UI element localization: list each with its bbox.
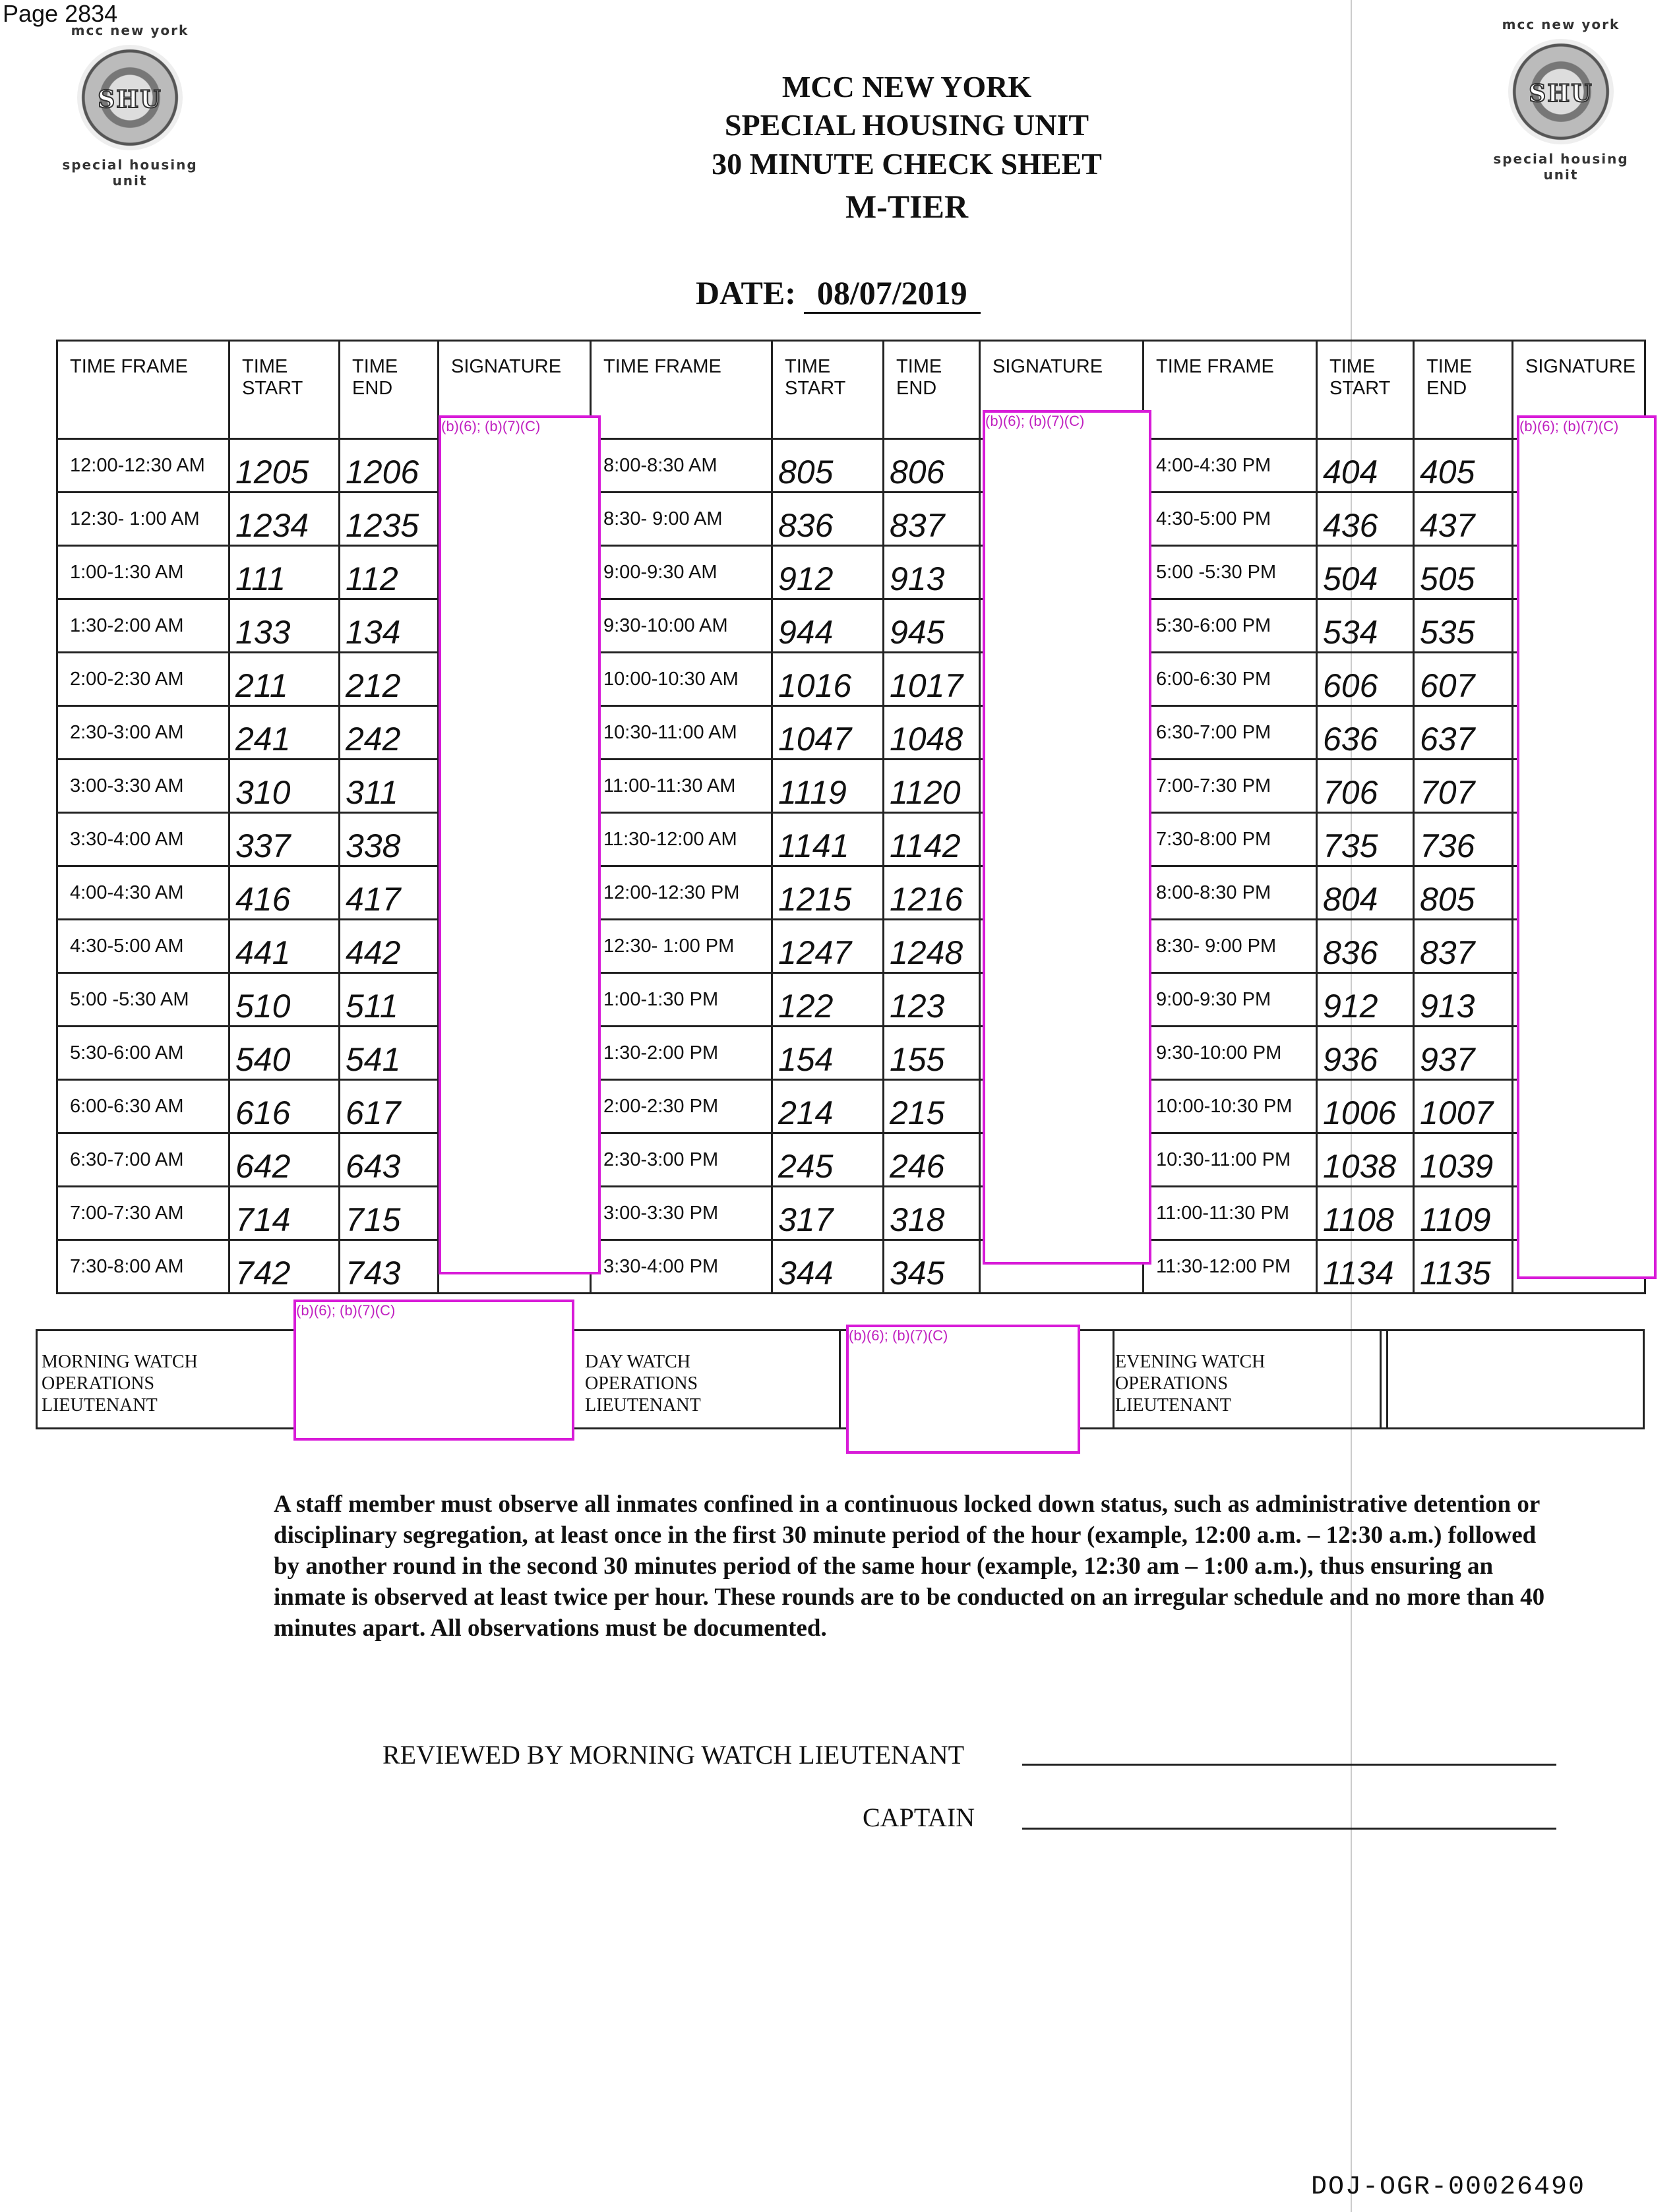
redaction-box: (b)(6); (b)(7)(C) [293, 1300, 574, 1441]
time-end-cell: 945 [884, 599, 980, 653]
evening-watch-label: EVENING WATCH OPERATIONS LIEUTENANT [1115, 1352, 1266, 1416]
time-start-cell: 742 [229, 1240, 340, 1294]
time-start-cell: 735 [1317, 813, 1414, 866]
time-start-cell: 111 [229, 546, 340, 599]
time-frame-cell: 9:30-10:00 AM [591, 599, 772, 653]
time-frame-cell: 7:30-8:00 PM [1144, 813, 1317, 866]
time-start-cell: 317 [772, 1187, 884, 1240]
time-start-cell: 1006 [1317, 1080, 1414, 1133]
time-start-cell: 310 [229, 760, 340, 813]
time-end-cell: 505 [1414, 546, 1513, 599]
col-signature: SIGNATURE [1513, 341, 1645, 439]
time-start-cell: 436 [1317, 493, 1414, 546]
time-frame-cell: 12:00-12:30 PM [591, 866, 772, 920]
time-frame-cell: 6:30-7:00 PM [1144, 706, 1317, 760]
time-start-cell: 1038 [1317, 1133, 1414, 1187]
time-end-cell: 806 [884, 439, 980, 493]
time-frame-cell: 6:00-6:30 AM [57, 1080, 229, 1133]
time-end-cell: 442 [340, 920, 439, 973]
time-start-cell: 836 [772, 493, 884, 546]
time-end-cell: 1048 [884, 706, 980, 760]
time-frame-cell: 8:00-8:30 PM [1144, 866, 1317, 920]
time-start-cell: 636 [1317, 706, 1414, 760]
time-end-cell: 246 [884, 1133, 980, 1187]
table-row [57, 439, 1645, 493]
time-start-cell: 1215 [772, 866, 884, 920]
time-start-cell: 912 [772, 546, 884, 599]
time-start-cell: 1134 [1317, 1240, 1414, 1294]
time-frame-cell: 1:00-1:30 AM [57, 546, 229, 599]
time-end-cell: 511 [340, 973, 439, 1027]
time-frame-cell: 6:30-7:00 AM [57, 1133, 229, 1187]
time-start-cell: 534 [1317, 599, 1414, 653]
time-start-cell: 616 [229, 1080, 340, 1133]
time-end-cell: 913 [1414, 973, 1513, 1027]
time-end-cell: 805 [1414, 866, 1513, 920]
table-row [57, 760, 1645, 813]
title-line-3: 30 MINUTE CHECK SHEET [712, 147, 1102, 181]
time-end-cell: 345 [884, 1240, 980, 1294]
time-end-cell: 123 [884, 973, 980, 1027]
redaction-box: (b)(6); (b)(7)(C) [846, 1325, 1080, 1454]
time-start-cell: 836 [1317, 920, 1414, 973]
time-start-cell: 1234 [229, 493, 340, 546]
time-end-cell: 1120 [884, 760, 980, 813]
time-start-cell: 211 [229, 653, 340, 706]
time-frame-cell: 9:00-9:30 AM [591, 546, 772, 599]
col-signature: SIGNATURE [439, 341, 591, 439]
col-time-end: TIME END [1414, 341, 1513, 439]
time-frame-cell: 4:30-5:00 AM [57, 920, 229, 973]
time-start-cell: 441 [229, 920, 340, 973]
time-end-cell: 417 [340, 866, 439, 920]
date-field [696, 274, 981, 314]
table-row [57, 546, 1645, 599]
table-row [57, 1027, 1645, 1080]
time-frame-cell: 10:00-10:30 AM [591, 653, 772, 706]
time-end-cell: 1206 [340, 439, 439, 493]
table-header-row [57, 341, 1645, 439]
time-end-cell: 212 [340, 653, 439, 706]
col-signature: SIGNATURE [980, 341, 1144, 439]
captain-label: CAPTAIN [863, 1803, 975, 1832]
time-start-cell: 804 [1317, 866, 1414, 920]
logo-top-text: mcc new york [1502, 16, 1620, 32]
time-start-cell: 504 [1317, 546, 1414, 599]
time-start-cell: 337 [229, 813, 340, 866]
time-frame-cell: 6:00-6:30 PM [1144, 653, 1317, 706]
time-start-cell: 510 [229, 973, 340, 1027]
time-frame-cell: 11:00-11:30 PM [1144, 1187, 1317, 1240]
time-end-cell: 1007 [1414, 1080, 1513, 1133]
time-start-cell: 1108 [1317, 1187, 1414, 1240]
time-end-cell: 607 [1414, 653, 1513, 706]
time-frame-cell: 2:30-3:00 AM [57, 706, 229, 760]
time-end-cell: 1248 [884, 920, 980, 973]
time-start-cell: 154 [772, 1027, 884, 1080]
time-end-cell: 541 [340, 1027, 439, 1080]
time-end-cell: 736 [1414, 813, 1513, 866]
time-start-cell: 241 [229, 706, 340, 760]
time-frame-cell: 4:00-4:30 AM [57, 866, 229, 920]
time-frame-cell: 8:30- 9:00 AM [591, 493, 772, 546]
time-start-cell: 714 [229, 1187, 340, 1240]
time-frame-cell: 11:00-11:30 AM [591, 760, 772, 813]
time-end-cell: 242 [340, 706, 439, 760]
time-frame-cell: 8:00-8:30 AM [591, 439, 772, 493]
time-end-cell: 913 [884, 546, 980, 599]
col-time-frame: TIME FRAME [1144, 341, 1317, 439]
time-frame-cell: 11:30-12:00 PM [1144, 1240, 1317, 1294]
time-frame-cell: 1:30-2:00 PM [591, 1027, 772, 1080]
time-start-cell: 1205 [229, 439, 340, 493]
title-line-4: M-TIER [845, 188, 969, 225]
time-frame-cell: 3:00-3:30 PM [591, 1187, 772, 1240]
time-end-cell: 311 [340, 760, 439, 813]
time-end-cell: 1039 [1414, 1133, 1513, 1187]
time-start-cell: 912 [1317, 973, 1414, 1027]
bates-number: DOJ-OGR-00026490 [1311, 2172, 1586, 2202]
time-end-cell: 1216 [884, 866, 980, 920]
time-frame-cell: 10:00-10:30 PM [1144, 1080, 1317, 1133]
col-time-start: TIME START [772, 341, 884, 439]
time-end-cell: 1109 [1414, 1187, 1513, 1240]
redaction-box: (b)(6); (b)(7)(C) [439, 415, 601, 1274]
time-start-cell: 805 [772, 439, 884, 493]
time-end-cell: 1235 [340, 493, 439, 546]
time-end-cell: 617 [340, 1080, 439, 1133]
table-row [57, 1080, 1645, 1133]
time-frame-cell: 5:30-6:00 AM [57, 1027, 229, 1080]
time-end-cell: 643 [340, 1133, 439, 1187]
time-frame-cell: 5:00 -5:30 AM [57, 973, 229, 1027]
time-start-cell: 540 [229, 1027, 340, 1080]
table-row [57, 813, 1645, 866]
time-start-cell: 122 [772, 973, 884, 1027]
time-start-cell: 214 [772, 1080, 884, 1133]
time-end-cell: 318 [884, 1187, 980, 1240]
time-frame-cell: 1:00-1:30 PM [591, 973, 772, 1027]
time-end-cell: 155 [884, 1027, 980, 1080]
time-start-cell: 1016 [772, 653, 884, 706]
time-frame-cell: 4:30-5:00 PM [1144, 493, 1317, 546]
table-row [57, 866, 1645, 920]
col-time-start: TIME START [1317, 341, 1414, 439]
time-end-cell: 837 [1414, 920, 1513, 973]
table-row [57, 1133, 1645, 1187]
time-start-cell: 344 [772, 1240, 884, 1294]
time-start-cell: 936 [1317, 1027, 1414, 1080]
time-frame-cell: 5:00 -5:30 PM [1144, 546, 1317, 599]
time-end-cell: 1017 [884, 653, 980, 706]
time-start-cell: 404 [1317, 439, 1414, 493]
time-end-cell: 937 [1414, 1027, 1513, 1080]
instructions-paragraph: A staff member must observe all inmates confined in a continuous locked down status, such as administrative detention or disciplinary segregation, at least once in the first 30 minute period of the hour (example, 12:00 a.m. – 12:30 a.m.) followed by another round in the second 30 minutes period of the same hour (example, 12:30 am – 1:00 a.m.), thus ensuring an inmate is observed at least twice per hour. These rounds are to be conducted on an irregular schedule and no more than 40 minutes apart. All observations must be documented. [274, 1491, 1545, 1642]
time-start-cell: 1047 [772, 706, 884, 760]
time-start-cell: 1119 [772, 760, 884, 813]
time-frame-cell: 12:00-12:30 AM [57, 439, 229, 493]
redaction-box: (b)(6); (b)(7)(C) [1517, 415, 1657, 1279]
time-end-cell: 715 [340, 1187, 439, 1240]
time-start-cell: 133 [229, 599, 340, 653]
reviewed-by-label: REVIEWED BY MORNING WATCH LIEUTENANT [382, 1740, 965, 1770]
table-row [57, 973, 1645, 1027]
time-frame-cell: 9:30-10:00 PM [1144, 1027, 1317, 1080]
page-label: Page 2834 [0, 0, 120, 28]
table-row [57, 920, 1645, 973]
time-frame-cell: 4:00-4:30 PM [1144, 439, 1317, 493]
time-frame-cell: 3:30-4:00 AM [57, 813, 229, 866]
table-row [57, 493, 1645, 546]
time-start-cell: 642 [229, 1133, 340, 1187]
time-end-cell: 134 [340, 599, 439, 653]
table-row [57, 599, 1645, 653]
table-row [57, 706, 1645, 760]
check-sheet-table [56, 340, 1646, 1294]
time-end-cell: 707 [1414, 760, 1513, 813]
time-start-cell: 1141 [772, 813, 884, 866]
time-frame-cell: 10:30-11:00 PM [1144, 1133, 1317, 1187]
time-frame-cell: 2:00-2:30 PM [591, 1080, 772, 1133]
logo-bottom-text: special housing unit [62, 157, 198, 189]
time-start-cell: 416 [229, 866, 340, 920]
col-time-frame: TIME FRAME [57, 341, 229, 439]
time-start-cell: 944 [772, 599, 884, 653]
time-frame-cell: 12:30- 1:00 PM [591, 920, 772, 973]
time-frame-cell: 3:00-3:30 AM [57, 760, 229, 813]
title-line-1: MCC NEW YORK [781, 70, 1032, 104]
time-end-cell: 338 [340, 813, 439, 866]
time-end-cell: 637 [1414, 706, 1513, 760]
date-value: 08/07/2019 [804, 274, 981, 314]
time-frame-cell: 11:30-12:00 AM [591, 813, 772, 866]
time-frame-cell: 5:30-6:00 PM [1144, 599, 1317, 653]
shu-emblem-icon: SHU [1508, 39, 1614, 144]
time-end-cell: 837 [884, 493, 980, 546]
shu-emblem-icon: SHU [77, 45, 183, 150]
captain-signature-line [1022, 1828, 1556, 1830]
col-time-frame: TIME FRAME [591, 341, 772, 439]
table-row [57, 1187, 1645, 1240]
date-label: DATE: [696, 274, 796, 311]
time-end-cell: 405 [1414, 439, 1513, 493]
morning-watch-label: MORNING WATCH OPERATIONS LIEUTENANT [42, 1352, 198, 1416]
time-frame-cell: 2:30-3:00 PM [591, 1133, 772, 1187]
time-end-cell: 1135 [1414, 1240, 1513, 1294]
logo-top-text: mcc new york [71, 22, 189, 38]
time-start-cell: 606 [1317, 653, 1414, 706]
table-row [57, 653, 1645, 706]
redaction-box: (b)(6); (b)(7)(C) [983, 410, 1151, 1265]
time-end-cell: 743 [340, 1240, 439, 1294]
time-frame-cell: 10:30-11:00 AM [591, 706, 772, 760]
day-watch-label: DAY WATCH OPERATIONS LIEUTENANT [585, 1352, 701, 1416]
time-frame-cell: 1:30-2:00 AM [57, 599, 229, 653]
time-frame-cell: 9:00-9:30 PM [1144, 973, 1317, 1027]
col-time-end: TIME END [884, 341, 980, 439]
time-frame-cell: 7:00-7:30 AM [57, 1187, 229, 1240]
time-start-cell: 1247 [772, 920, 884, 973]
time-frame-cell: 7:30-8:00 AM [57, 1240, 229, 1294]
watch-lieutenant-signoff [36, 1329, 1645, 1429]
time-frame-cell: 2:00-2:30 AM [57, 653, 229, 706]
time-start-cell: 245 [772, 1133, 884, 1187]
col-time-start: TIME START [229, 341, 340, 439]
time-frame-cell: 7:00-7:30 PM [1144, 760, 1317, 813]
col-time-end: TIME END [340, 341, 439, 439]
time-end-cell: 437 [1414, 493, 1513, 546]
time-end-cell: 215 [884, 1080, 980, 1133]
time-frame-cell: 8:30- 9:00 PM [1144, 920, 1317, 973]
time-end-cell: 1142 [884, 813, 980, 866]
time-frame-cell: 12:30- 1:00 AM [57, 493, 229, 546]
time-frame-cell: 3:30-4:00 PM [591, 1240, 772, 1294]
title-line-2: SPECIAL HOUSING UNIT [724, 108, 1089, 142]
table-row [57, 1240, 1645, 1294]
time-end-cell: 112 [340, 546, 439, 599]
reviewed-by-signature-line [1022, 1764, 1556, 1766]
logo-bottom-text: special housing unit [1493, 151, 1629, 183]
time-end-cell: 535 [1414, 599, 1513, 653]
time-start-cell: 706 [1317, 760, 1414, 813]
